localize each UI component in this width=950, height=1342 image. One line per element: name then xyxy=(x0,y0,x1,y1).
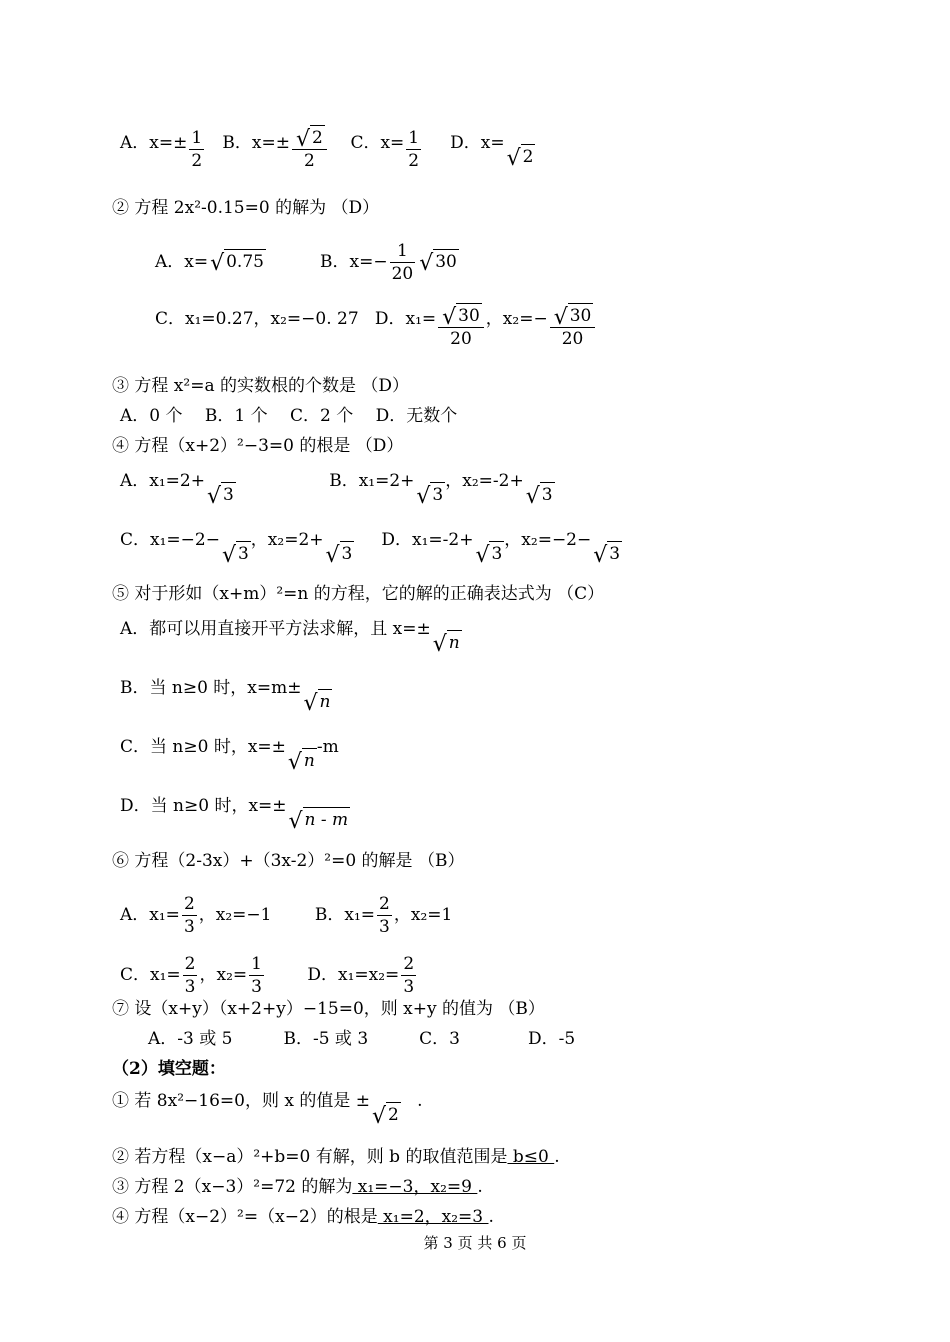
fill-4: ④ 方程（x−2）²=（x−2）的根是 x₁=2，x₂=3 . xyxy=(112,1207,494,1227)
q5-option-a: A．都可以用直接开平方法求解，且 x=± √ n xyxy=(120,619,460,657)
q5-option-d: D．当 n≥0 时，x=± √ n - m xyxy=(120,796,349,834)
q6-options-cd: C．x₁= $\frac{2}{3}$ ，x₂= $\frac{1}{3}$ D．x₁=x₂= $\frac{2}{3}$ xyxy=(120,954,415,997)
fraction: √ 2 2 xyxy=(292,125,327,172)
q7-options: A．-3 或 5 B．-5 或 3 C．3 D．-5 xyxy=(148,1029,576,1049)
sqrt: √ n xyxy=(287,750,315,775)
sqrt: √ 3 xyxy=(475,543,503,568)
fraction: $\frac{1}{2}$ xyxy=(408,128,420,171)
section-title: （2）填空题： xyxy=(112,1059,226,1079)
fill-2: ② 若方程（x−a）²+b=0 有解，则 b 的取值范围是 b≤0 . xyxy=(112,1147,560,1167)
fill-1: ① 若 8x²−16=0，则 x 的值是 ± √ 2 . xyxy=(112,1091,423,1129)
q1-option-a: A．x=± xyxy=(120,133,188,153)
sqrt: √ 30 xyxy=(419,251,457,276)
page-footer: 第 3 页 共 6 页 xyxy=(423,1234,527,1252)
q1-option-b: B．x=± xyxy=(222,133,290,153)
sqrt: √ 3 xyxy=(206,484,234,509)
q2-options-ab: A．x= √ 0.75 B．x=− $\frac{1}{20}$ √ 30 xyxy=(155,241,457,284)
sqrt: √ 0.75 xyxy=(210,251,264,276)
fraction: $\frac{2}{3}$ xyxy=(379,894,390,937)
q7-stem: ⑦ 设（x+y）（x+2+y）−15=0，则 x+y 的值为 （B） xyxy=(112,999,545,1019)
sqrt: √ n - m xyxy=(288,809,349,834)
sqrt: √ 3 xyxy=(221,543,249,568)
sqrt: √ 3 xyxy=(416,484,444,509)
q5-stem: ⑤ 对于形如（x+m）²=n 的方程，它的解的正确表达式为 （C） xyxy=(112,584,605,604)
sqrt: √ 3 xyxy=(525,484,553,509)
answer: b≤0 xyxy=(507,1147,555,1167)
sqrt: √ 3 xyxy=(593,543,621,568)
fraction: √ 30 20 xyxy=(438,303,484,350)
fraction: $\frac{2}{3}$ xyxy=(184,954,196,997)
q4-options-ab: A．x₁=2+ √ 3 B．x₁=2+ √ 3，x₂=-2+ √ 3 xyxy=(120,471,553,509)
answer: x₁=2，x₂=3 xyxy=(377,1207,489,1227)
sqrt: √ 2 xyxy=(506,146,534,171)
sqrt: √ 3 xyxy=(325,543,353,568)
q1-option-c: C．x= xyxy=(350,133,405,153)
q3-stem: ③ 方程 x²=a 的实数根的个数是 （D） xyxy=(112,376,410,396)
q2-options-cd: C．x₁=0.27，x₂=−0. 27 D．x₁= √ 30 20 ，x₂=− √ 30 20 xyxy=(155,303,597,350)
sqrt: √ n xyxy=(432,632,460,657)
q2-stem: ② 方程 2x²-0.15=0 的解为 （D） xyxy=(112,198,380,218)
q4-stem: ④ 方程（x+2）²−3=0 的根是 （D） xyxy=(112,436,404,456)
sqrt: √ 2 xyxy=(372,1104,399,1129)
q6-options-ab: A．x₁= $\frac{2}{3}$ ，x₂=−1 B．x₁= $\frac{2}{3}$ ，x₂=1 xyxy=(120,894,453,937)
answer: x₁=−3，x₂=9 xyxy=(352,1177,478,1197)
fraction: √ 30 20 xyxy=(550,303,596,350)
fraction: $\frac{2}{3}$ xyxy=(403,954,415,997)
fraction: $\frac{1}{2}$ xyxy=(191,128,203,171)
q1-option-d: D．x= xyxy=(450,133,505,153)
q4-options-cd: C．x₁=−2− √ 3，x₂=2+ √ 3 D．x₁=-2+ √ 3，x₂=−2− √ 3 xyxy=(120,530,621,568)
fraction: $\frac{2}{3}$ xyxy=(183,894,195,937)
sqrt: √ n xyxy=(303,691,331,716)
fraction: $\frac{1}{3}$ xyxy=(251,954,262,997)
q6-stem: ⑥ 方程（2-3x）+（3x-2）²=0 的解是 （B） xyxy=(112,851,465,871)
q3-options: A．0 个 B．1 个 C．2 个 D．无数个 xyxy=(120,406,458,426)
q5-option-b: B．当 n≥0 时，x=m± √ n xyxy=(120,678,331,716)
q5-option-c: C．当 n≥0 时，x=± √ n-m xyxy=(120,737,339,775)
q1-options xyxy=(120,125,535,172)
fraction: $\frac{1}{20}$ xyxy=(391,241,414,284)
fill-3: ③ 方程 2（x−3）²=72 的解为 x₁=−3，x₂=9 . xyxy=(112,1177,483,1197)
